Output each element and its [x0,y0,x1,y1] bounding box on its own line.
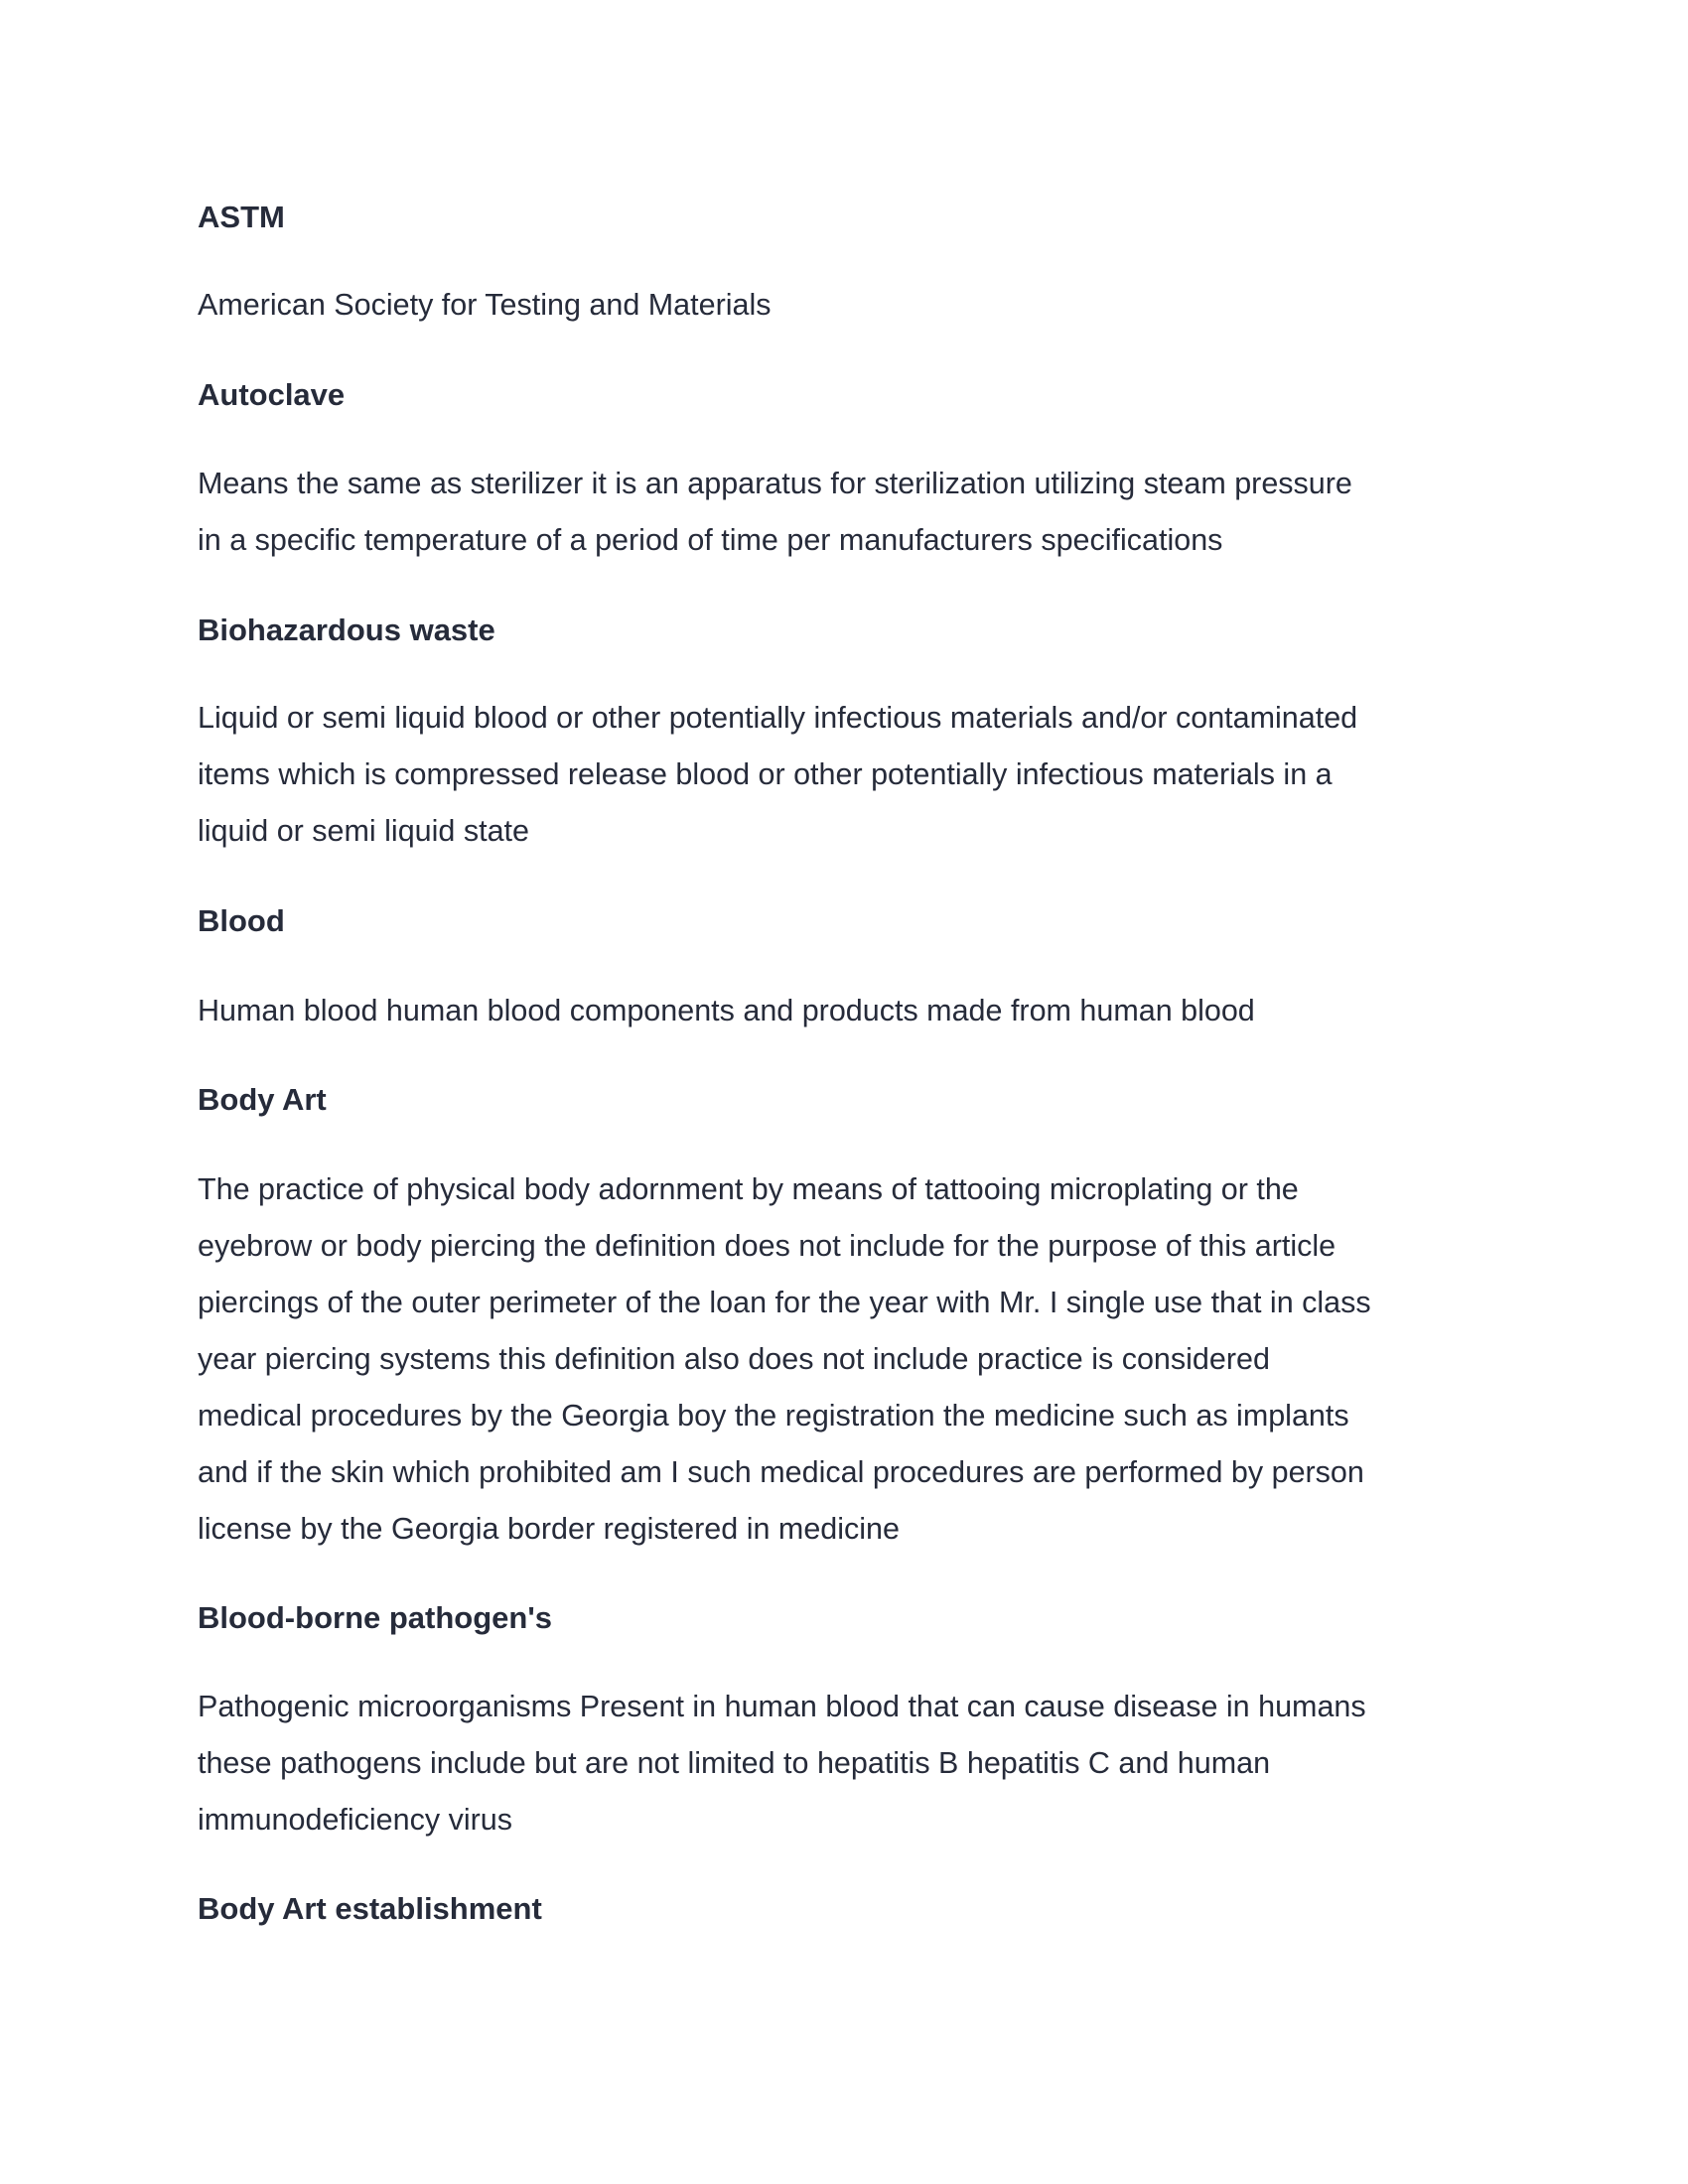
term-blood-borne-pathogens: Blood-borne pathogen's [198,1600,552,1635]
definition-line: medical procedures by the Georgia boy the registration the medicine such as implants [198,1399,1349,1433]
definition-line: items which is compressed release blood or other potentially infectious materials in a [198,757,1333,791]
definition-body-art [198,1161,1508,1558]
definition-line: in a specific temperature of a period of time per manufacturers specifications [198,523,1223,557]
definition-blood [198,983,1508,1039]
term-astm: ASTM [198,200,285,234]
definition-line: these pathogens include but are not limited to hepatitis B hepatitis C and human [198,1746,1271,1780]
definition-line: year piercing systems this definition also does not include practice is considered [198,1342,1270,1376]
definition-line: American Society for Testing and Materials [198,288,772,322]
definition-biohazardous-waste [198,690,1508,860]
definition-line: Liquid or semi liquid blood or other potentially infectious materials and/or contaminated [198,701,1358,735]
definition-line: piercings of the outer perimeter of the loan for the year with Mr. I single use that in class [198,1286,1371,1319]
definition-blood-borne-pathogens [198,1679,1508,1848]
term-autoclave: Autoclave [198,377,346,412]
definition-line: Human blood human blood components and products made from human blood [198,994,1255,1027]
definition-autoclave [198,456,1508,569]
definition-line: The practice of physical body adornment by means of tattooing microplating or the [198,1172,1299,1206]
definition-line: immunodeficiency virus [198,1803,512,1837]
term-blood: Blood [198,903,285,938]
term-body-art-establishment: Body Art establishment [198,1891,542,1926]
definition-line: and if the skin which prohibited am I such medical procedures are performed by person [198,1455,1364,1489]
definition-astm [198,277,1508,334]
definition-line: eyebrow or body piercing the definition does not include for the purpose of this article [198,1229,1336,1263]
definition-line: Means the same as sterilizer it is an apparatus for sterilization utilizing steam pressure [198,467,1352,500]
definition-line: license by the Georgia border registered in medicine [198,1512,900,1546]
definition-line: Pathogenic microorganisms Present in human blood that can cause disease in humans [198,1690,1366,1723]
term-body-art: Body Art [198,1082,327,1117]
term-biohazardous-waste: Biohazardous waste [198,613,495,647]
definition-line: liquid or semi liquid state [198,814,529,848]
